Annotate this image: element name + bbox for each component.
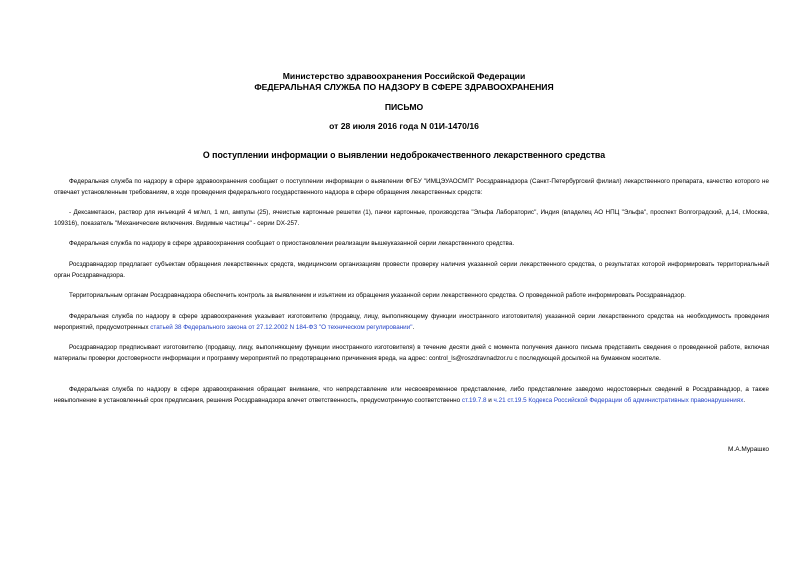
law-article-link[interactable]: статьей 38 Федерального закона от 27.12.2002 N 184-ФЗ "О техническом регулировании": [150, 324, 413, 332]
ministry-name: Министерство здравоохранения Российской Федерации: [282, 71, 526, 81]
code-article-link[interactable]: ст.19.7.8: [461, 397, 487, 405]
paragraph-liability: [54, 384, 769, 407]
paragraph-manufacturer-measures: [54, 311, 769, 334]
paragraph-manufacturer-report: Росздравнадзор предписывает изготовителю (продавцу, лицу, выполняющему функции иностранного изготовителя) в течение десяти дней с момента получения данного письма представить сведения о проведенной работе, включая материалы проверки достоверности информации и программу мероприятий по предотвращению причинения вреда, на адрес: control_ls@roszdravnadzor.ru с последующей досылкой на бумажном носителе.: [54, 344, 769, 363]
document-title: О поступлении информации о выявлении недоброкачественного лекарственного средства: [202, 150, 606, 160]
paragraph-intro: Федеральная служба по надзору в сфере здравоохранения сообщает о поступлении информации о выявлении ФГБУ "ИМЦЭУАОСМП" Росздравнадзора (Санкт-Петербургский филиал) лекарственного препарата, качество которого не отвечает установленным требованиям, в ходе проведения федерального государственного надзора в сфере обращения лекарственных средств:: [54, 178, 769, 197]
paragraph-text: .: [412, 324, 415, 332]
paragraph-text: и: [486, 397, 494, 405]
signature: М.А.Мурашко: [727, 446, 769, 453]
paragraph-text: .: [743, 397, 746, 405]
service-name: ФЕДЕРАЛЬНАЯ СЛУЖБА ПО НАДЗОРУ В СФЕРЕ ЗДРАВООХРАНЕНИЯ: [254, 82, 554, 92]
paragraph-check-request: Росздравнадзор предлагает субъектам обращения лекарственных средств, медицинским организациям провести проверку наличия указанной серии лекарственного средства, о результатах которой информировать территориальный орган Росздравнадзора.: [54, 261, 769, 280]
document-date-number: от 28 июля 2016 года N 01И-1470/16: [329, 121, 479, 131]
document-type: ПИСЬМО: [384, 102, 424, 112]
paragraph-suspension: Федеральная служба по надзору в сфере здравоохранения сообщает о приостановлении реализации вышеуказанной серии лекарственного средства.: [69, 240, 515, 247]
paragraph-text: Федеральная служба по надзору в сфере здравоохранения указывает изготовителю (продавцу, лицу, выполняющему функции иностранного изготовителя) указанной серии лекарственного средства на необходимость проведения мероприятий, предусмотренных: [54, 313, 769, 332]
paragraph-territorial-control: Территориальным органам Росздравнадзора обеспечить контроль за выявлением и изъятием из обращения указанной серии лекарственного средства. О проведенной работе информировать Росздравнадзор.: [69, 292, 686, 299]
paragraph-text: Федеральная служба по надзору в сфере здравоохранения обращает внимание, что непредставление или несвоевременное представление, либо представление заведомо недостоверных сведений в Росздравнадзор, а также невыполнение в установленный срок предписания, решения Росздравнадзора влечет ответственность, предусмотренную соответственно: [54, 386, 769, 405]
paragraph-drug-details: - Дексаметазон, раствор для инъекций 4 мг/мл, 1 мл, ампулы (25), ячеистые картонные решетки (1), пачки картонные, производства "Эльфа Лабораторис", Индия (владелец АО НПЦ "Эльфа", проспект Волгоградский, д.14, г.Москва, 109316), показатель "Механические включения. Видимые частицы" - серии DX-257.: [54, 209, 769, 228]
code-article-link-2[interactable]: ч.21 ст.19.5 Кодекса Российской Федерации об административных правонарушениях: [493, 397, 744, 405]
